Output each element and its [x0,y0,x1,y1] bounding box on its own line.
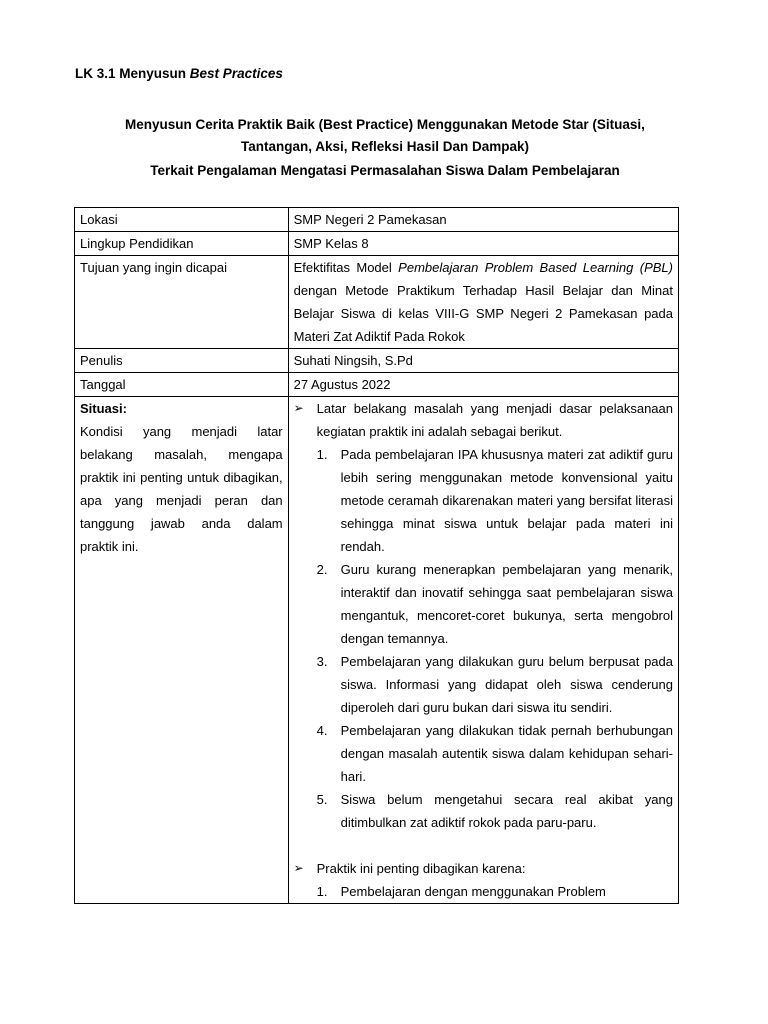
row-lokasi [75,208,679,232]
list-item-number: 2. [316,562,328,577]
row-tanggal [75,373,679,397]
worksheet-heading [75,66,283,81]
list-item [294,558,673,650]
bullet-importance [294,857,673,880]
lokasi-label: Lokasi [75,208,289,232]
list-item [294,880,673,903]
arrow-bullet-icon: ➢ [293,401,304,415]
doc-title-line-3: Terkait Pengalaman Mengatasi Permasalahan Siswa Dalam Pembelajaran [150,163,620,178]
list-item [294,788,673,834]
tujuan-value-a: Efektifitas Model [293,260,399,275]
best-practice-table [74,207,679,904]
list-item-text: Pembelajaran yang dilakukan tidak pernah berhubungan dengan masalah autentik siswa dalam kehidupan sehari-hari. [340,723,673,784]
row-penulis [75,349,679,373]
lingkup-value: SMP Kelas 8 [288,232,678,256]
list-item-number: 1. [316,884,328,899]
list-item-number: 4. [316,723,328,738]
list-item [294,719,673,788]
situasi-content [288,397,678,904]
tujuan-value-model: Pembelajaran Problem Based Learning (PBL) [398,260,673,275]
heading-emphasis: Best Practices [189,66,283,81]
situasi-description: Kondisi yang menjadi latar belakang masalah, mengapa praktik ini penting untuk dibagikan, apa yang menjadi peran dan tanggung jawab anda dalam praktik ini. [80,424,283,554]
bullet-background-text: Latar belakang masalah yang menjadi dasar pelaksanaan kegiatan praktik ini adalah sebagai berikut. [316,401,673,439]
arrow-bullet-icon: ➢ [293,861,304,875]
list-item-text: Siswa belum mengetahui secara real akibat yang ditimbulkan zat adiktif rokok pada paru-paru. [340,792,673,830]
tanggal-label: Tanggal [75,373,289,397]
list-item-text: Pembelajaran yang dilakukan guru belum berpusat pada siswa. Informasi yang didapat oleh siswa cenderung diperoleh dari guru bukan dari siswa itu sendiri. [340,654,673,715]
doc-title-line-2: Tantangan, Aksi, Refleksi Hasil Dan Dampak) [240,139,530,154]
list-item-number: 3. [316,654,328,669]
lingkup-label: Lingkup Pendidikan [75,232,289,256]
tanggal-value: 27 Agustus 2022 [288,373,678,397]
list-item-text: Pembelajaran dengan menggunakan Problem [340,884,606,899]
situasi-label: Situasi: [80,401,127,416]
heading-prefix: LK 3.1 Menyusun [75,66,187,81]
list-item [294,443,673,558]
tujuan-value [288,256,678,349]
situasi-cell [75,397,289,904]
bullet-background [294,397,673,443]
list-item-text: Pada pembelajaran IPA khususnya materi zat adiktif guru lebih sering menggunakan metode konvensional yaitu metode ceramah dikarenakan materi yang bersifat literasi sehingga minat siswa untuk belajar pada materi ini rendah. [340,447,673,554]
spacer [294,834,673,857]
list-item-number: 1. [316,447,328,462]
list-item [294,650,673,719]
bullet-importance-text: Praktik ini penting dibagikan karena: [316,861,526,876]
tujuan-value-c: dengan Metode Praktikum Terhadap Hasil Belajar dan Minat Belajar Siswa di kelas VIII-G SMP Negeri 2 Pamekasan pada Materi Zat Adiktif Pada Rokok [293,283,673,344]
lokasi-value: SMP Negeri 2 Pamekasan [288,208,678,232]
doc-title-line-1: Menyusun Cerita Praktik Baik (Best Practice) Menggunakan Metode Star (Situasi, [125,117,645,132]
penulis-label: Penulis [75,349,289,373]
list-item-text: Guru kurang menerapkan pembelajaran yang menarik, interaktif dan inovatif sehingga saat pembelajaran siswa mengantuk, mencoret-coret bukunya, serta mengobrol dengan temannya. [340,562,673,646]
tujuan-label: Tujuan yang ingin dicapai [75,256,289,349]
row-situasi [75,397,679,904]
list-item-number: 5. [316,792,328,807]
row-tujuan [75,256,679,349]
penulis-value: Suhati Ningsih, S.Pd [288,349,678,373]
row-lingkup [75,232,679,256]
